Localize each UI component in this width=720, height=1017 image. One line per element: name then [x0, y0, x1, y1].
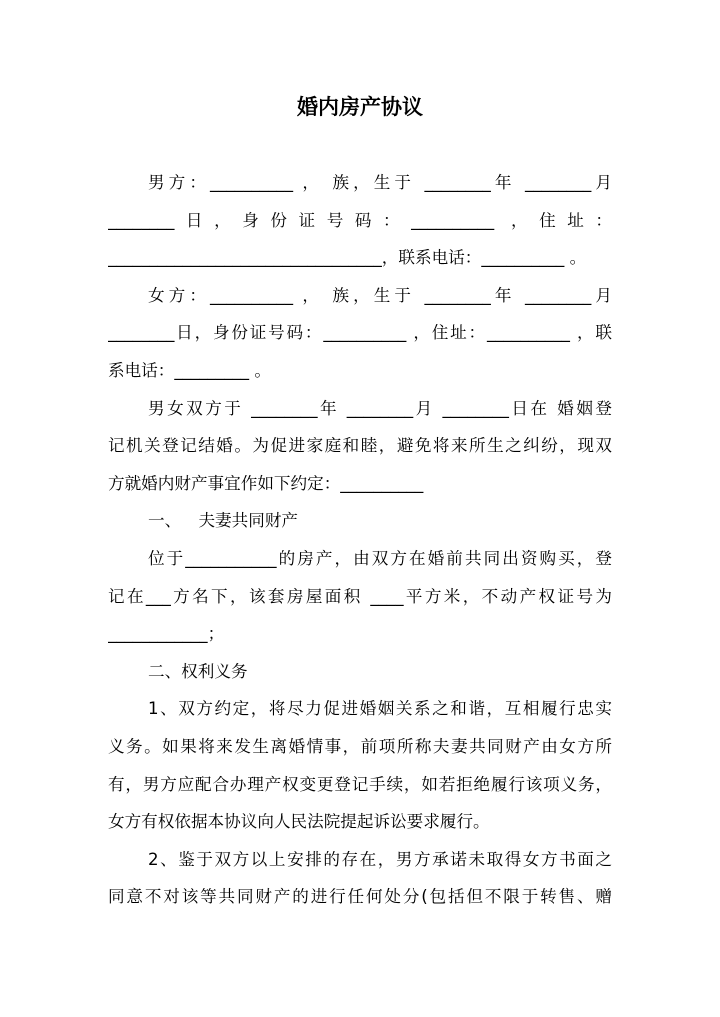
marriage-registration-line: 男女双方于 ________年 ________月 ________日在 婚姻登	[148, 398, 612, 418]
clause-2-line: 同意不对该等共同财产的进行任何处分(包括但不限于转售、赠	[108, 887, 612, 907]
section-heading-rights-obligations: 二、权利义务	[148, 661, 248, 681]
husband-info-line: ________日，身份证号码：__________ ，住址：	[108, 210, 612, 230]
document-title: 婚内房产协议	[297, 95, 423, 119]
wife-info-line: ________日，身份证号码：__________ ，住址：__________ ，联	[108, 323, 612, 343]
joint-property-line: 记在___方名下，该套房屋面积 ____平方米，不动产权证号为	[108, 586, 612, 606]
wife-info-line: 系电话：_________ 。	[108, 360, 271, 380]
clause-1-line: 义务。如果将来发生离婚情事，前项所称夫妻共同财产由女方所	[108, 736, 612, 756]
marriage-registration-line: 方就婚内财产事宜作如下约定：__________	[108, 473, 424, 493]
husband-info-line: _________________________________，联系电话：__________ 。	[108, 248, 587, 268]
clause-1-line: 1、双方约定，将尽力促进婚姻关系之和谐，互相履行忠实	[148, 699, 612, 719]
joint-property-line: 位于___________的房产，由双方在婚前共同出资购买，登	[148, 548, 612, 568]
clause-1-line: 有，男方应配合办理产权变更登记手续，如若拒绝履行该项义务，	[108, 774, 612, 794]
section-heading-joint-property: 一、 夫妻共同财产	[148, 511, 299, 531]
clause-2-line: 2、鉴于双方以上安排的存在，男方承诺未取得女方书面之	[148, 849, 612, 869]
joint-property-line: ____________；	[108, 624, 225, 644]
husband-info-line: 男方：__________ ， 族，生于 ________年 ________月	[148, 173, 612, 192]
clause-1-line: 女方有权依据本协议向人民法院提起诉讼要求履行。	[108, 812, 490, 832]
marriage-registration-line: 记机关登记结婚。为促进家庭和睦，避免将来所生之纠纷，现双	[108, 436, 612, 456]
document-body	[108, 164, 612, 916]
wife-info-line: 女方：__________ ， 族，生于 ________年 ________月	[148, 285, 612, 305]
